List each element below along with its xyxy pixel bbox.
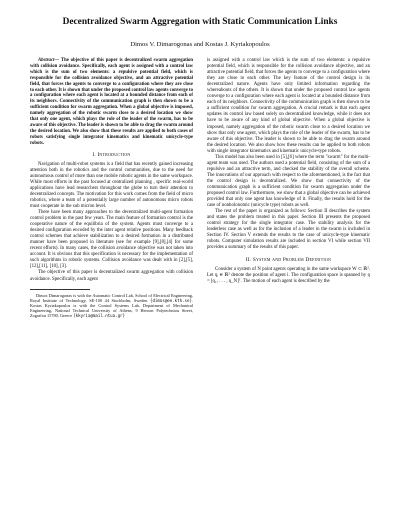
abstract-lead: Abstract	[38, 58, 55, 63]
footnote	[30, 293, 193, 319]
section-heading-introduction: I. Introduction	[92, 151, 131, 158]
section-heading-system: II. System and Problem Definition	[245, 256, 332, 263]
paragraph: Navigation of multi-robot systems is a field that has recently gained increasing attention both in the robotics and the control communities, due to the need for autonomous control of more than one mobile robotic agents in the same workspace. While most efforts in the past focused at centralized planning , specific real-world applications have lead researchers throughout the globe to turn their attention to decentralized concepts. The motivation for this work comes from the field of micro robotics, where a team of a potentially large number of autonomous micro robots must cooperate in the sub micron level.	[30, 161, 193, 209]
right-column	[207, 58, 370, 285]
paper-authors: Dimos V. Dimarogonas and Kostas J. Kyriakopoulos	[130, 41, 270, 48]
footnote-text: Dimos Dimarogonas is with the Automatic Control Lab, School of Electrical Engineering, Royal Institute of Technology, SE-100 44 Stockholm, Sweden	[30, 292, 193, 303]
paragraph: The rest of the paper is organized as follows: Section II describes the system and states the problem treated in this paper. Section III presents the proposed control strategy for the single integrator case. The stability analysis for the leaderless case as well as for the inclusion of a leader in the swarm is included in Section IV. Section V extends the results to the case of unicycle-type kinematic robots. Computer simulation results are included in section VI while section VII provides a summary of the results of this paper.	[207, 209, 370, 251]
paragraph: This model has also been used in [5],[6] where the term "swarm" for the multi-agent team was used. The authors used a potential field, consisting of the sum of a repulsive and an attractive term, and checked the stability of the overall scheme. The innovations of our approach with respect to the aforementioned, is the fact that the control design is decentralized. We show that connectivity of the communication graph is a sufficient condition for swarm aggregation under the proposed control law. Furthermore, we show that a global objective can be achieved provided that only one agent has knowledge of it. Finally, the results hold for the case of nonholonomic (unicycle type) robots as well.	[207, 154, 370, 209]
footnote-rule	[30, 289, 90, 290]
paragraph: Consider a system of N point agents operating in the same workspace W ⊂ ℝ². Let qᵢ ∈ ℝ² denote the position of agent i. The configuration space is spanned by q = [q₁, . . . , q_N]ᵀ. The motion of each agent is described by the	[207, 266, 370, 284]
paper-title: Decentralized Swarm Aggregation with Static Communication Links	[62, 17, 338, 27]
left-column	[30, 58, 193, 319]
paragraph: is assigned with a control law which is the sum of two elements: a repulsive potential field, which is responsible for the collision avoidance objective, and an attractive potential field, that forces the agents to converge to a configuration where they are close to each other. The key feature of the control design is its decentralized nature. Agents have only limited information regarding the whereabouts of the others. It is shown that under the proposed control law agents converge to a configuration where each agent is located at a bounded distance from each of its neighbors. Connectivity of the communication graph is then shown to be a sufficient condition for swarm aggregation. A crucial remark is that each agent updates its control law based solely on decentralized knowledge, while it does not have to be aware of any kind of global objective. When a global objective is imposed, namely aggregation of the robotic swarm close to a desired location we show that only one agent, which plays the role of the leader of the swarm, has to be aware of this objective. The leader is shown to be able to drag the swarm around the desired location. We also show how these results can be applied to both robots with single integrator kinematics and kinematic unicycle-type robots.	[207, 58, 370, 154]
abstract	[30, 58, 193, 147]
abstract-text: — The objective of this paper is decentralized swarm aggregation with collision avoidance. Specifically, each agent is assigned with a control law which is the sum of two elements: a repulsive potential field, which is responsible for the collision avoidance objective, and an attractive potential field, that forces the agents to converge to a configuration where they are close to each other. It is shown that under the proposed control law agents converge to a configuration where each agent is located at a bounded distance from each of its neighbors. Connectivity of the communication graph is then shown to be a sufficient condition for swarm aggregation. When a global objective is imposed, namely aggregation of the robotic swarm close to a desired location we show that only one agent, which plays the role of the leader of the swarm, has to be aware of this objective. The leader is shown to be able to drag the swarm around the desired location. We also show that these results are applied to both cases of robots satisfying single integrator kinematics and kinematic unicycle-type robots.	[30, 58, 193, 146]
footnote-text: . Kostas Kyriakopoulos is with the Control Systems Lab, Department of Mechanical Engineering, National Technical University of Athens, 9 Heroon Polytechniou Street, Zografou 15780, Greece	[30, 297, 194, 319]
footnote-email: {kkyria@mail.ntua.gr}	[73, 313, 125, 319]
footnote-email: {dimos@ee.kth.se}	[150, 297, 192, 303]
paragraph: There have been many approaches to the decentralized multi-agent formation control problem in the past few years. The main feature of formation control is the cooperative nature of the equilibria of the system. Agents must converge to a desired configuration encoded by the inter agent relative positions. Many feedback control schemes that achieve stabilization to a desired formation in a distributed manner have been proposed in literature (see for example [9],[8],[4] for some recent efforts). In many cases, the collision avoidance objective was not taken into account. It is obvious that this specification is necessary for the implementation of such algorithms in robotic systems. Collision avoidance was dealt with in [2],[5],[12],[11], [10], [3].	[30, 210, 193, 270]
paragraph: The objective of this paper is decentralized swarm aggregation with collision avoidance. Specifically, each agent	[30, 270, 193, 282]
